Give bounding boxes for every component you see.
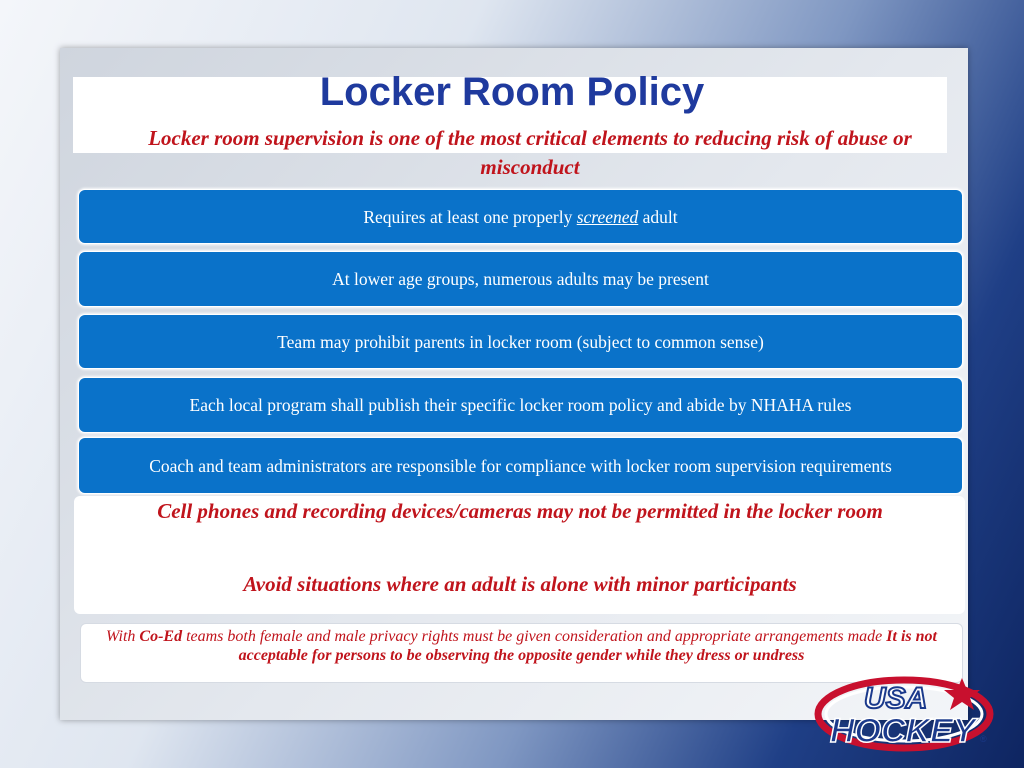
policy-bar-local-program <box>79 378 962 432</box>
cell-phone-statement: Cell phones and recording devices/cameras may not be permitted in the locker room <box>157 499 883 523</box>
policy-bar-text: At lower age groups, numerous adults may be present <box>332 269 709 289</box>
policy-bar-text: Requires at least one properly <box>363 206 577 227</box>
policy-bar-text: adult <box>638 206 678 227</box>
policy-bar-screened-adult <box>79 190 962 243</box>
coed-bold-tail: It is not acceptable for persons to be observing the opposite gender while they dress or undress <box>238 628 937 664</box>
adult-alone-statement: Avoid situations where an adult is alone with minor participants <box>243 572 797 596</box>
policy-bar-compliance <box>79 438 962 493</box>
coed-text: With <box>106 628 140 645</box>
page-title: Locker Room Policy <box>319 70 705 114</box>
policy-bar-text: Team may prohibit parents in locker room (subject to common sense) <box>277 331 764 352</box>
usa-hockey-logo <box>812 670 1002 760</box>
page-subtitle: Locker room supervision is one of the most critical elements to reducing risk of abuse or misconduct <box>148 126 912 179</box>
policy-bar-age-groups <box>79 252 962 306</box>
logo-hockey-text: HOCKEY <box>830 712 976 750</box>
policy-bar-text: Coach and team administrators are responsible for compliance with locker room supervision requirements <box>149 455 892 476</box>
coed-text: teams both female and male privacy rights must be given consideration and appropriate arrangements made <box>182 628 887 645</box>
policy-bar-prohibit-parents <box>79 315 962 368</box>
logo-registered-mark: ® <box>980 734 987 744</box>
coed-bold-text: Co-Ed <box>139 628 183 645</box>
screened-link: screened <box>576 206 639 227</box>
logo-usa-text: USA <box>864 682 928 715</box>
policy-bar-text: Each local program shall publish their specific locker room policy and abide by NHAHA rules <box>189 395 852 415</box>
